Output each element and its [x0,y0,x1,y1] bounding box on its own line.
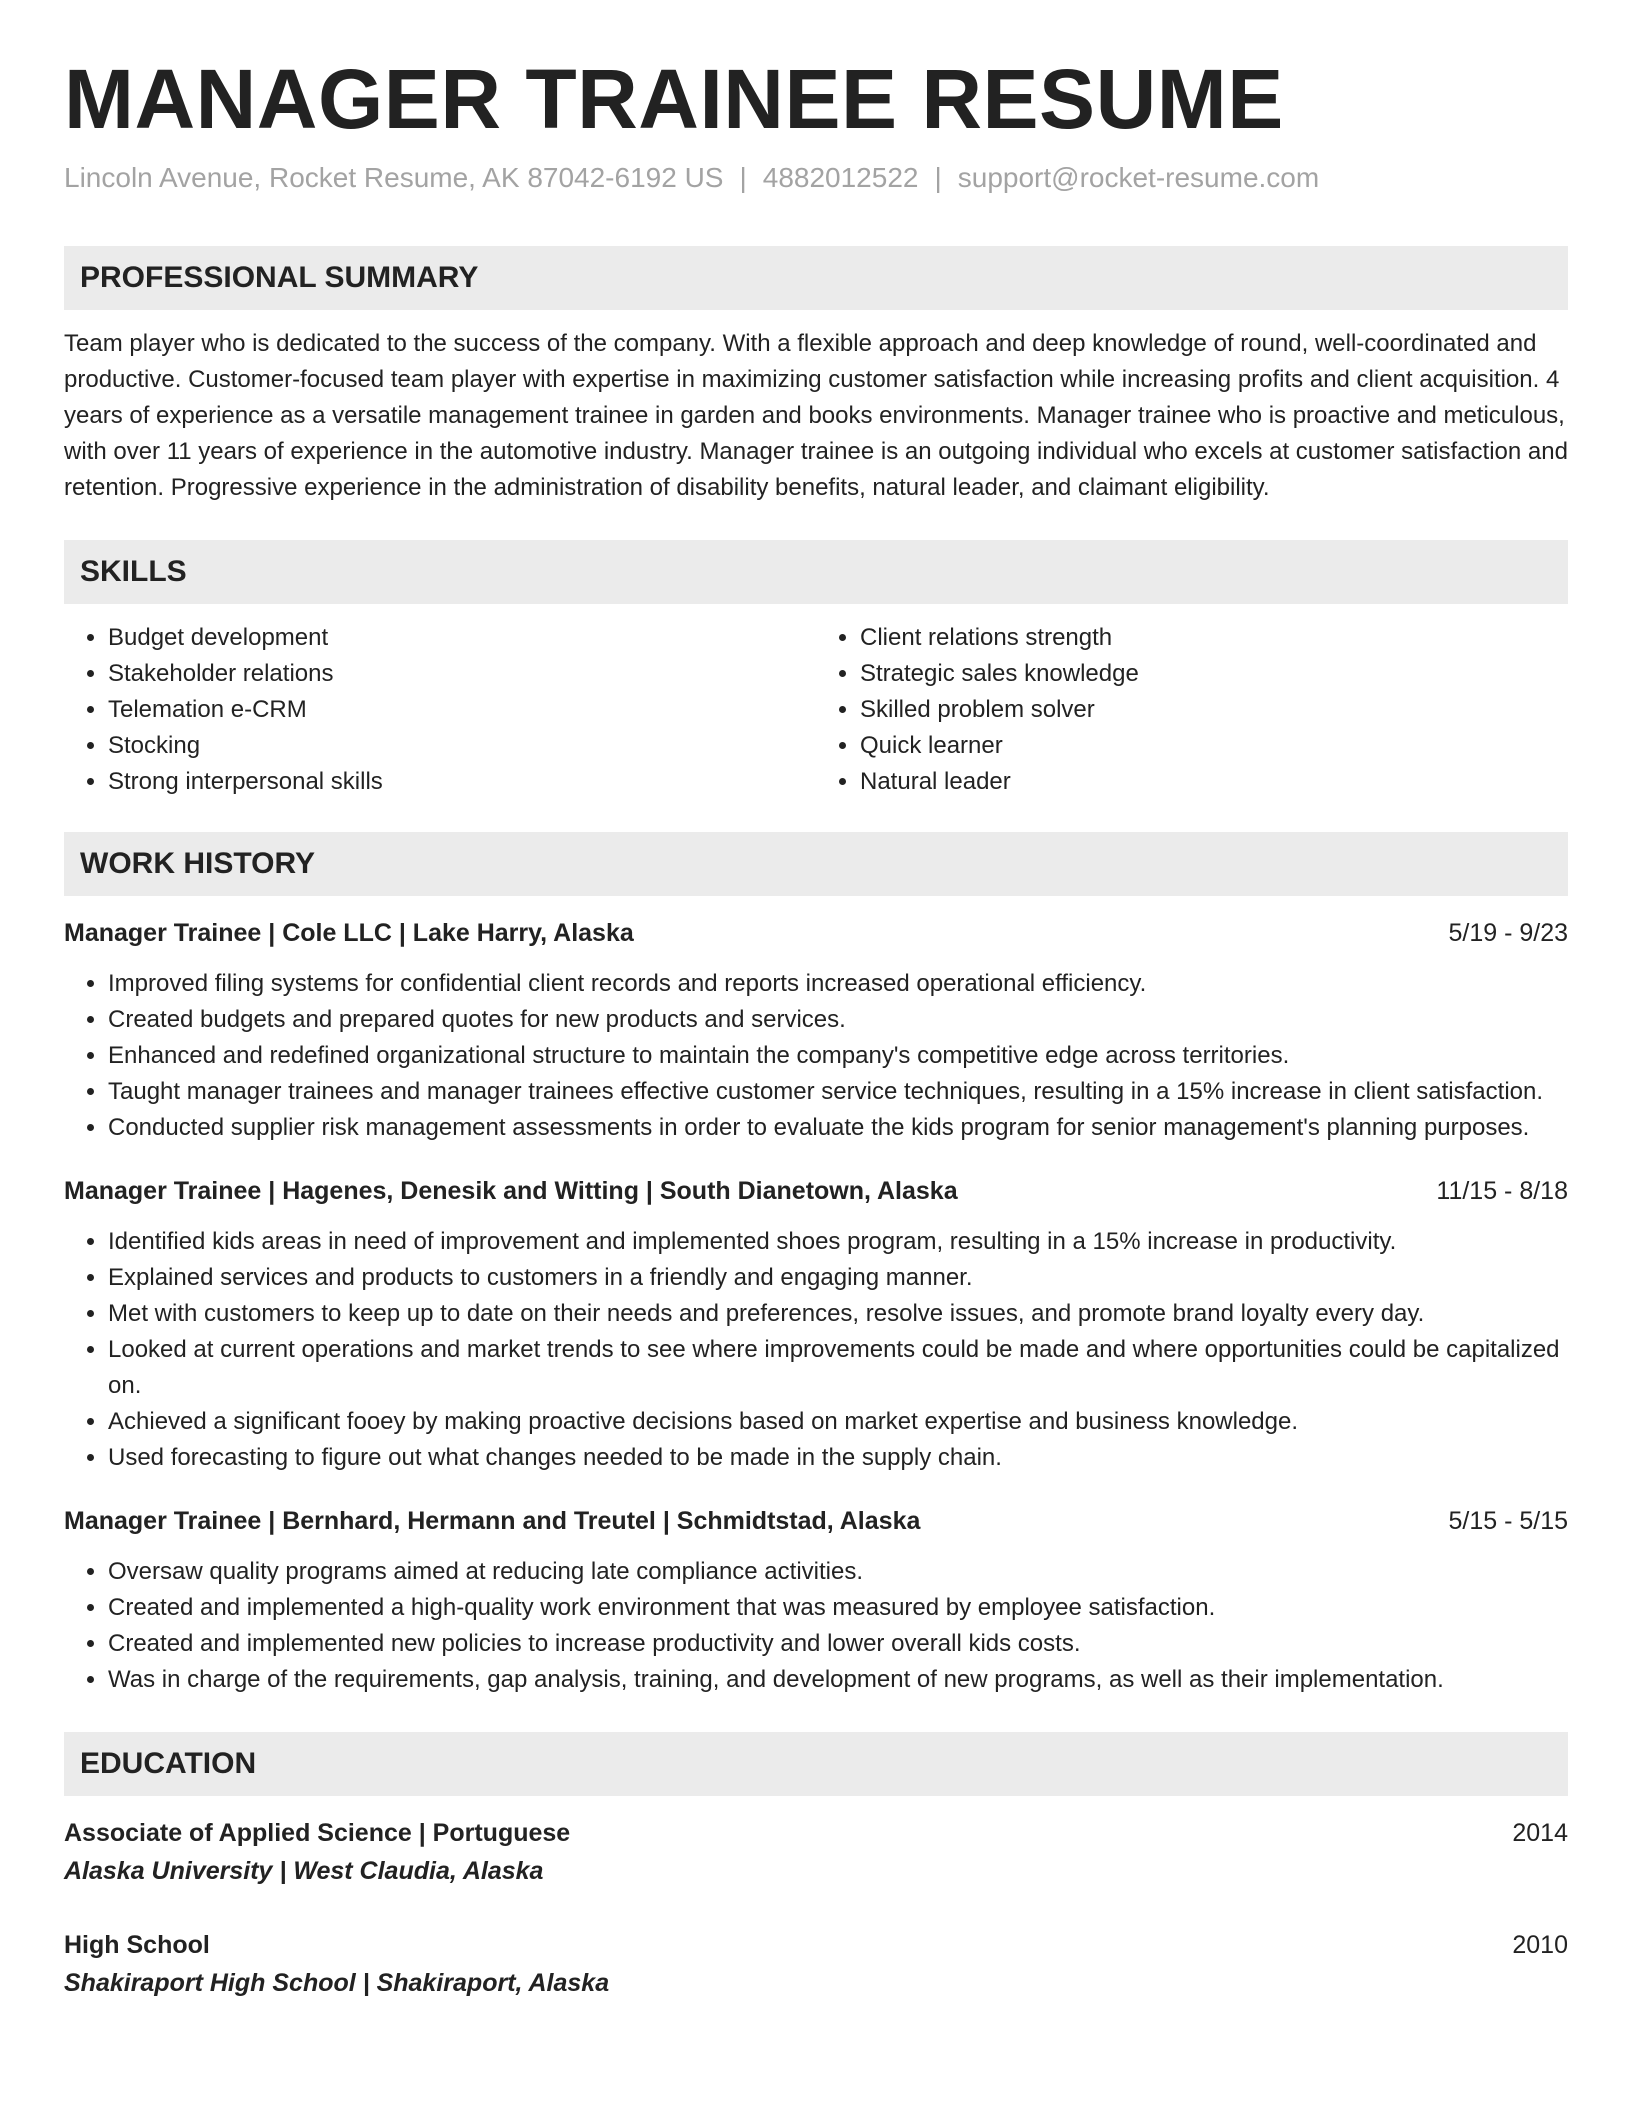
job-entry [64,916,1568,1146]
job-entry [64,1174,1568,1476]
skill-item: • Quick learner [860,728,1568,764]
address: Lincoln Avenue, Rocket Resume, AK 87042-6192 US [64,162,724,194]
job-bullet: • Achieved a significant fooey by making proactive decisions based on market expertise and business knowledge. [108,1404,1568,1440]
section-heading-education: EDUCATION [64,1732,1568,1796]
skill-item: • Strong interpersonal skills [108,764,816,800]
contact-separator: | [934,162,942,194]
education-school: Alaska University | West Claudia, Alaska [64,1857,544,1886]
skill-item: • Budget development [108,620,816,656]
education-header [64,1816,1568,1850]
job-dates: 5/19 - 9/23 [1448,919,1568,948]
job-dates: 11/15 - 8/18 [1436,1177,1568,1206]
resume-title: MANAGER TRAINEE RESUME [64,52,1284,146]
section-heading-work-history: WORK HISTORY [64,832,1568,896]
job-bullets [64,1554,1568,1698]
job-header [64,916,1568,950]
job-bullets [64,966,1568,1146]
job-bullet: • Created and implemented a high-quality work environment that was measured by employee satisfaction. [108,1590,1568,1626]
education-entry [64,1816,1568,1888]
education-degree: High School [64,1931,210,1960]
job-bullet: • Taught manager trainees and manager trainees effective customer service techniques, resulting in a 15% increase in client satisfaction. [108,1074,1568,1110]
job-bullet: • Enhanced and redefined organizational structure to maintain the company's competitive edge across territories. [108,1038,1568,1074]
skill-item: • Natural leader [860,764,1568,800]
skills-column-right [816,620,1568,800]
education-year: 2010 [1512,1931,1568,1960]
skill-item: • Strategic sales knowledge [860,656,1568,692]
job-bullet: • Used forecasting to figure out what changes needed to be made in the supply chain. [108,1440,1568,1476]
job-bullet: • Identified kids areas in need of improvement and implemented shoes program, resulting in a 15% increase in productivity. [108,1224,1568,1260]
education-year: 2014 [1512,1819,1568,1848]
section-heading-skills: SKILLS [64,540,1568,604]
job-entry [64,1504,1568,1698]
job-header [64,1174,1568,1208]
education-school: Shakiraport High School | Shakiraport, Alaska [64,1969,610,1998]
skill-item: • Stakeholder relations [108,656,816,692]
skill-item: • Skilled problem solver [860,692,1568,728]
job-bullet: • Created budgets and prepared quotes for new products and services. [108,1002,1568,1038]
job-bullet: • Was in charge of the requirements, gap analysis, training, and development of new programs, as well as their implementation. [108,1662,1568,1698]
job-bullet: • Improved filing systems for confidential client records and reports increased operational efficiency. [108,966,1568,1002]
summary-text: Team player who is dedicated to the success of the company. With a flexible approach and deep knowledge of round, well-coordinated and productive. Customer-focused team player with expertise in maximizing customer satisfaction while increasing profits and client acquisition. 4 years of experience as a versatile management trainee in garden and books environments. Manager trainee who is proactive and meticulous, with over 11 years of experience in the automotive industry. Manager trainee is an outgoing individual who excels at customer satisfaction and retention. Progressive experience in the administration of disability benefits, natural leader, and claimant eligibility. [64,330,1568,502]
job-header [64,1504,1568,1538]
skills-list [64,620,1568,800]
skills-column-left [64,620,816,800]
job-bullet: • Looked at current operations and market trends to see where improvements could be made and where opportunities could be capitalized on. [108,1332,1568,1404]
email-address: support@rocket-resume.com [957,162,1320,194]
skill-item: • Stocking [108,728,816,764]
skill-item: • Telemation e-CRM [108,692,816,728]
skill-item: • Client relations strength [860,620,1568,656]
job-title: Manager Trainee | Hagenes, Denesik and Witting | South Dianetown, Alaska [64,1177,958,1206]
education-header [64,1928,1568,1962]
phone-number: 4882012522 [762,162,919,194]
education-degree: Associate of Applied Science | Portuguese [64,1819,571,1848]
job-bullet: • Created and implemented new policies to increase productivity and lower overall kids costs. [108,1626,1568,1662]
job-bullets [64,1224,1568,1476]
job-dates: 5/15 - 5/15 [1448,1507,1568,1536]
education-entry [64,1928,1568,2000]
job-bullet: • Conducted supplier risk management assessments in order to evaluate the kids program for senior management's planning purposes. [108,1110,1568,1146]
contact-line [64,162,1568,194]
contact-separator: | [739,162,747,194]
section-heading-summary: PROFESSIONAL SUMMARY [64,246,1568,310]
job-bullet: • Oversaw quality programs aimed at reducing late compliance activities. [108,1554,1568,1590]
job-title: Manager Trainee | Cole LLC | Lake Harry, Alaska [64,919,634,948]
job-title: Manager Trainee | Bernhard, Hermann and Treutel | Schmidtstad, Alaska [64,1507,921,1536]
job-bullet: • Explained services and products to customers in a friendly and engaging manner. [108,1260,1568,1296]
job-bullet: • Met with customers to keep up to date on their needs and preferences, resolve issues, and promote brand loyalty every day. [108,1296,1568,1332]
